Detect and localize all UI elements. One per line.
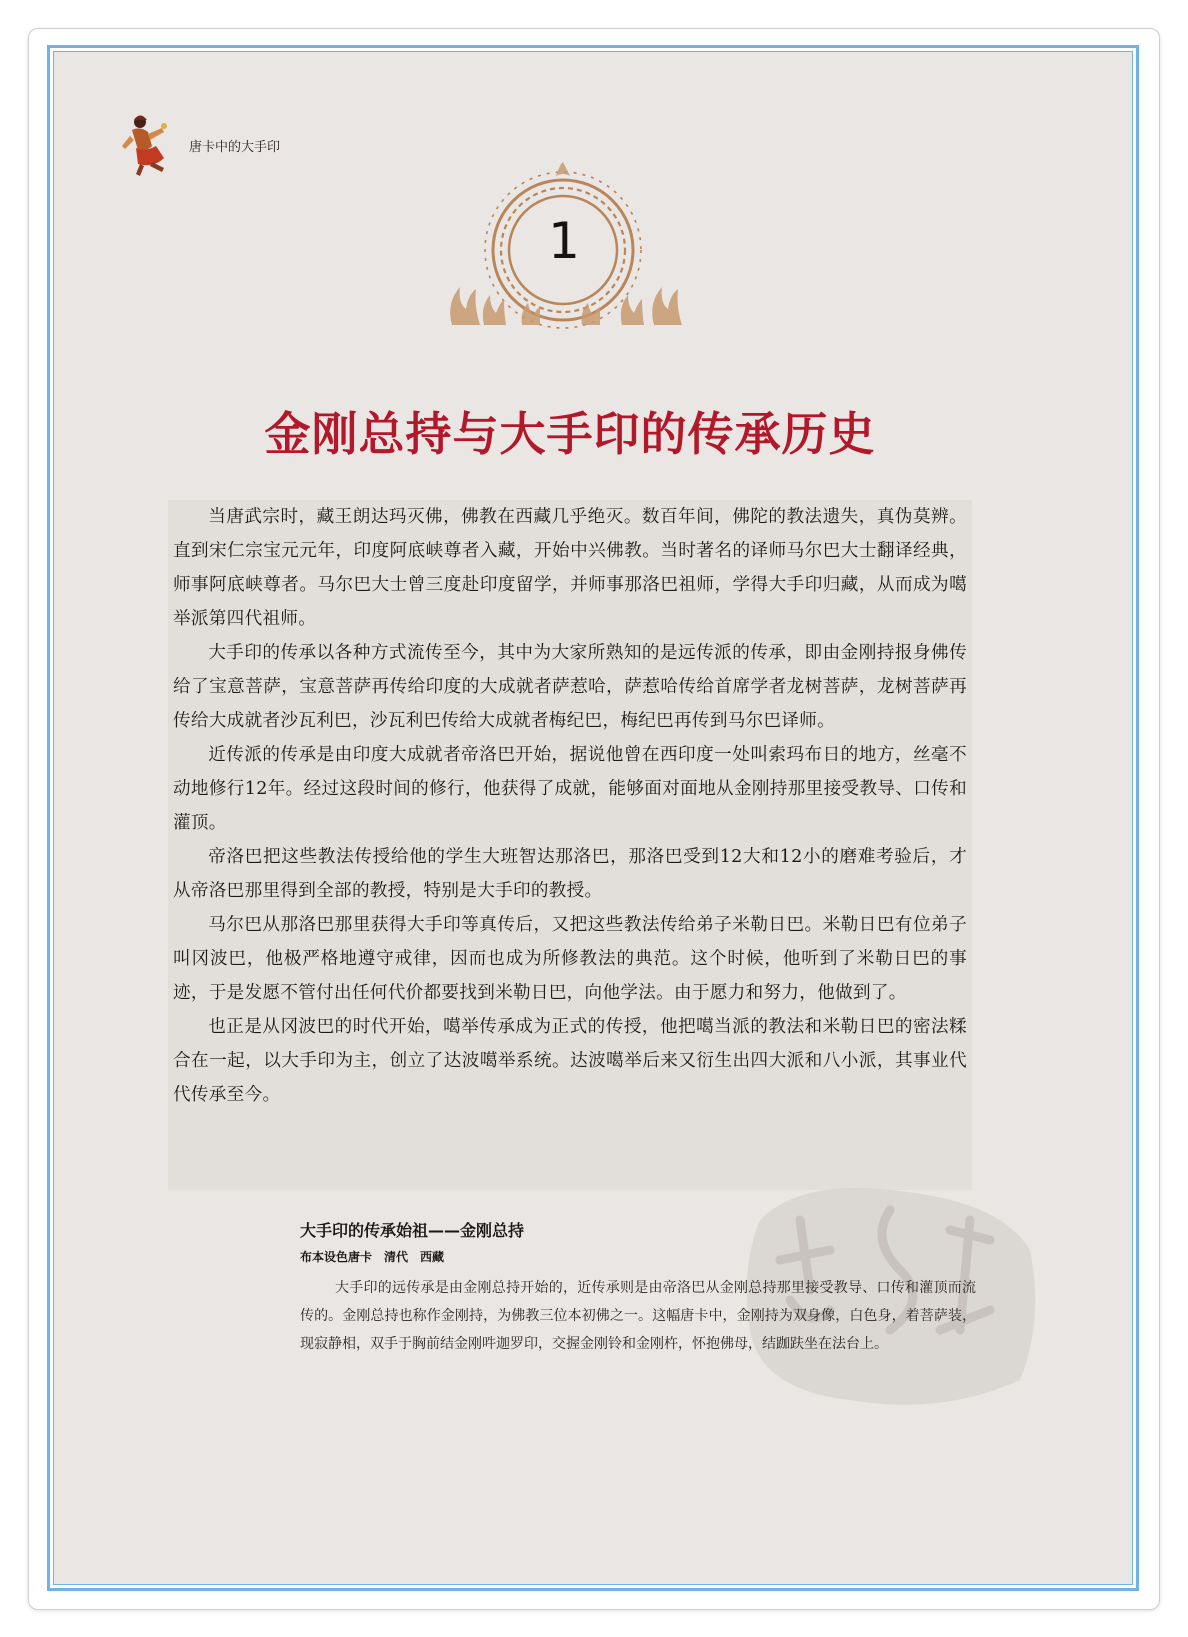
body-paragraph: 帝洛巴把这些教法传授给他的学生大班智达那洛巴，那洛巴受到12大和12小的磨难考验后，才从帝洛巴那里得到全部的教授，特别是大手印的教授。 xyxy=(173,847,967,901)
chapter-number: 1 xyxy=(548,212,580,270)
body-paragraph: 也正是从冈波巴的时代开始，噶举传承成为正式的传授，他把噶当派的教法和米勒日巴的密法糅合在一起，以大手印为主，创立了达波噶举系统。达波噶举后来又衍生出四大派和八小派，其事业代代传承至今。 xyxy=(173,1017,967,1105)
dancing-figure-icon xyxy=(118,112,178,178)
body-text xyxy=(168,500,972,1190)
image-caption xyxy=(300,1218,976,1358)
body-paragraph: 马尔巴从那洛巴那里获得大手印等真传后，又把这些教法传给弟子米勒日巴。米勒日巴有位弟子叫冈波巴，他极严格地遵守戒律，因而也成为所修教法的典范。这个时候，他听到了米勒日巴的事迹，于是发愿不管付出任何代价都要找到米勒日巴，向他学法。由于愿力和努力，他做到了。 xyxy=(173,915,967,1003)
caption-text: 大手印的远传承是由金刚总持开始的，近传承则是由帝洛巴从金刚总持那里接受教导、口传和灌顶而流传的。金刚总持也称作金刚持，为佛教三位本初佛之一。这幅唐卡中，金刚持为双身像，白色身，着菩萨装，现寂静相，双手于胸前结金刚吽迦罗印，交握金刚铃和金刚杵，怀抱佛母，结跏趺坐在法台上。 xyxy=(300,1280,976,1352)
chapter-title: 金刚总持与大手印的传承历史 xyxy=(264,407,876,461)
body-paragraph: 近传派的传承是由印度大成就者帝洛巴开始，据说他曾在西印度一处叫索玛布日的地方，丝毫不动地修行12年。经过这段时间的修行，他获得了成就，能够面对面地从金刚持那里接受教导、口传和灌顶。 xyxy=(173,745,967,833)
caption-title: 大手印的传承始祖——金刚总持 xyxy=(300,1221,525,1240)
body-paragraph: 当唐武宗时，藏王朗达玛灭佛，佛教在西藏几乎绝灭。数百年间，佛陀的教法遗失，真伪莫辨。直到宋仁宗宝元元年，印度阿底峡尊者入藏，开始中兴佛教。当时著名的译师马尔巴大士翻译经典，师事阿底峡尊者。马尔巴大士曾三度赴印度留学，并师事那洛巴祖师，学得大手印归藏，从而成为噶举派第四代祖师。 xyxy=(173,507,967,629)
body-paragraph: 大手印的传承以各种方式流传至今，其中为大家所熟知的是远传派的传承，即由金刚持报身佛传给了宝意菩萨，宝意菩萨再传给印度的大成就者萨惹哈，萨惹哈传给首席学者龙树菩萨，龙树菩萨再传给大成就者沙瓦利巴，沙瓦利巴传给大成就者梅纪巴，梅纪巴再传到马尔巴译师。 xyxy=(173,643,967,731)
caption-meta: 布本设色唐卡 清代 西藏 xyxy=(300,1250,445,1264)
running-title: 唐卡中的大手印 xyxy=(189,140,281,155)
